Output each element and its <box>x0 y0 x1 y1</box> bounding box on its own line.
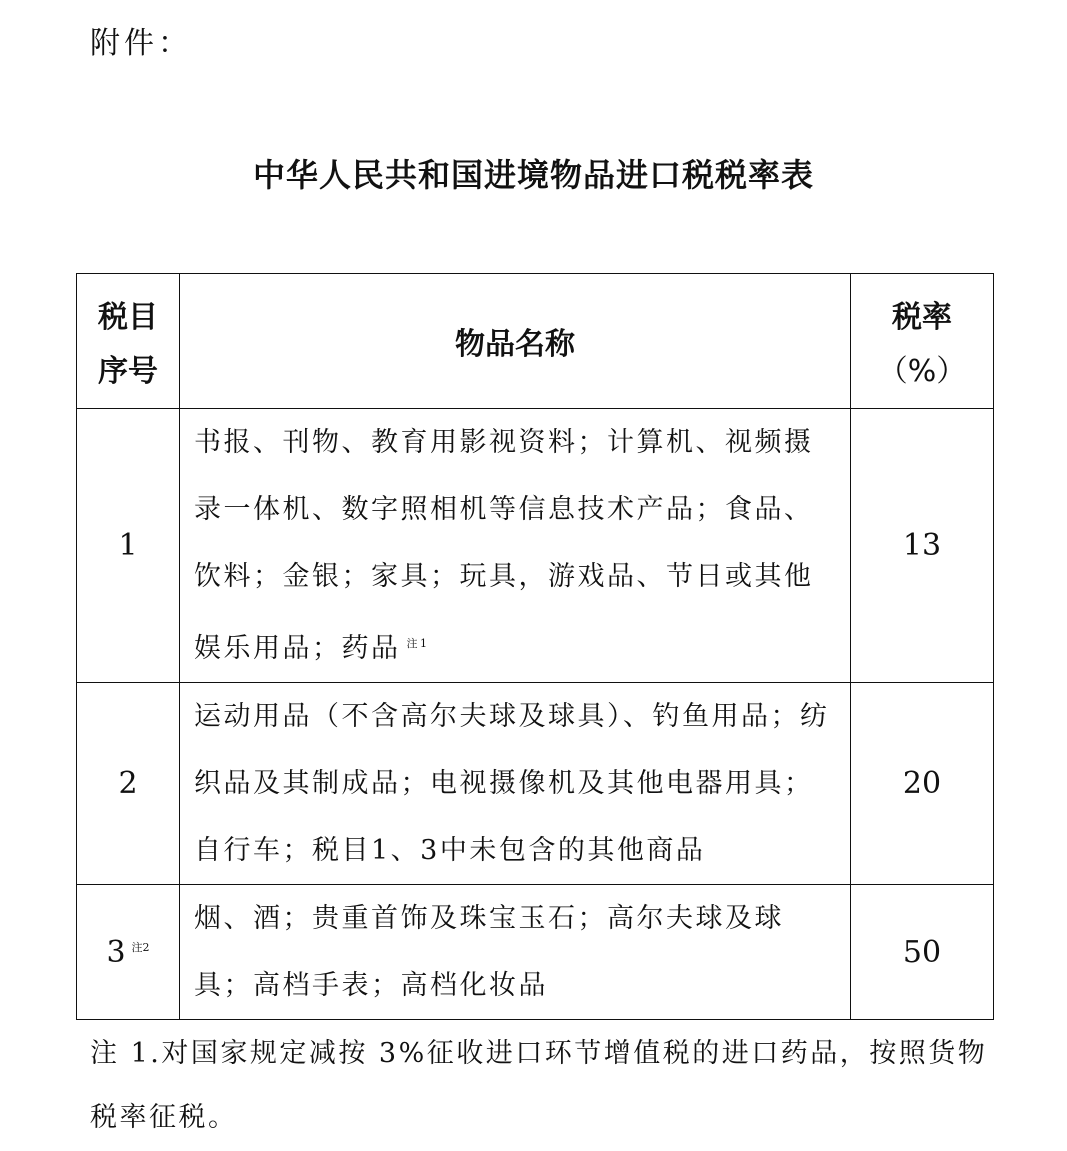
tax-rate-cell <box>851 885 994 1020</box>
header-tax-rate <box>851 274 994 409</box>
table-row <box>77 409 994 683</box>
item-name-cell <box>180 885 851 1020</box>
item-number-cell <box>77 683 180 885</box>
tax-rate-cell <box>851 409 994 683</box>
document-title: 中华人民共和国进境物品进口税税率表 <box>252 156 814 194</box>
header-item-number <box>77 274 180 409</box>
item-number: 3 <box>106 934 126 970</box>
item-name: 运动用品（不含高尔夫球及球具）、钓鱼用品；纺织品及其制成品；电视摄像机及其他电器用具；自行车；税目1、3中未包含的其他商品 <box>194 701 830 866</box>
item-number: 1 <box>118 528 138 563</box>
header-tax-rate-line2: （%） <box>877 354 967 389</box>
tax-rate-cell <box>851 683 994 885</box>
item-name: 书报、刊物、教育用影视资料；计算机、视频摄录一体机、数字照相机等信息技术产品；食品、饮料；金银；家具；玩具，游戏品、节日或其他娱乐用品；药品 <box>194 427 814 664</box>
table-row <box>77 683 994 885</box>
header-tax-rate-line1: 税率 <box>892 300 952 335</box>
tax-rate: 50 <box>902 934 942 970</box>
tax-rate-table <box>76 273 994 1020</box>
header-item-number-line1: 税目 <box>98 300 158 335</box>
header-item-number-line2: 序号 <box>98 354 158 389</box>
tax-rate: 13 <box>902 528 942 563</box>
footnote-1: 注 1.对国家规定减按 3%征收进口环节增值税的进口药品，按照货物税率征税。 <box>90 1038 988 1133</box>
tax-rate: 20 <box>902 766 942 801</box>
item-name: 烟、酒；贵重首饰及珠宝玉石；高尔夫球及球具；高档手表；高档化妆品 <box>194 903 784 1001</box>
header-item-name: 物品名称 <box>180 274 851 409</box>
table-header-row <box>77 274 994 409</box>
item-name-cell <box>180 409 851 683</box>
table-row <box>77 885 994 1020</box>
item-footnote-mark: 注2 <box>131 940 150 954</box>
attachment-label: 附件： <box>90 26 192 61</box>
item-number: 2 <box>118 766 138 801</box>
item-footnote-mark: 注1 <box>406 637 430 650</box>
item-number-cell <box>77 409 180 683</box>
item-name-cell <box>180 683 851 885</box>
item-number-cell <box>77 885 180 1020</box>
